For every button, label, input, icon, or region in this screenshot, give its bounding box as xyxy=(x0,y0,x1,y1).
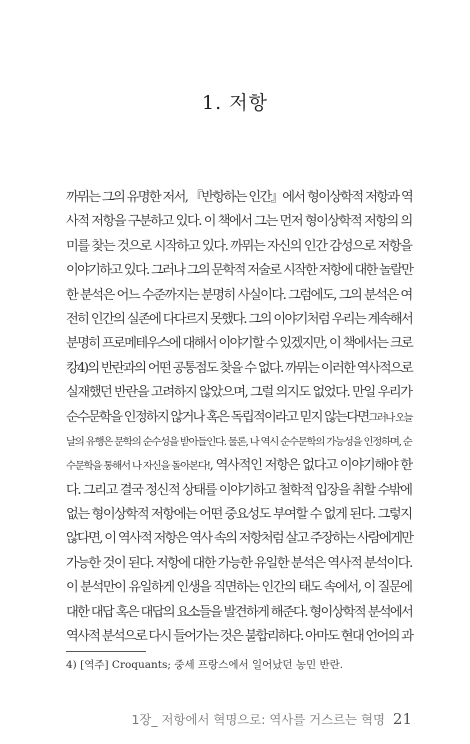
inline-aside-text: 수문학을 통해서 나 자신을 돌아본다! xyxy=(66,460,210,473)
line-text: , 역사적인 저항은 없다고 이야기해야 한 xyxy=(209,458,412,474)
footnote-rule xyxy=(66,651,146,652)
line-text: 이 분석만이 유일하게 인생을 직면하는 인간의 태도 속에서, 이 질문에 xyxy=(66,580,412,596)
text-line xyxy=(66,357,412,381)
text-line xyxy=(66,332,412,356)
text-line xyxy=(66,406,412,430)
line-text: 캉4)의 반란과의 어떤 공통점도 찾을 수 없다. 까뮈는 이러한 역사적으로 xyxy=(66,360,413,376)
line-text: 가능한 것이 된다. 저항에 대한 가능한 유일한 분석은 역사적 분석이다. xyxy=(66,555,412,571)
text-line xyxy=(66,552,412,576)
text-line xyxy=(66,625,412,649)
text-line xyxy=(66,210,412,234)
text-line xyxy=(66,479,412,503)
line-text: 대한 대답 혹은 대답의 요소들을 발견하게 해준다. 형이상학적 분석에서 xyxy=(66,604,413,620)
page-number: 21 xyxy=(392,710,412,728)
text-line xyxy=(66,186,412,210)
line-text: 사적 저항을 구분하고 있다. 이 책에서 그는 먼저 형이상학적 저항의 의 xyxy=(66,214,412,230)
text-line xyxy=(66,235,412,259)
text-line xyxy=(66,503,412,527)
line-text: 전히 인간의 실존에 다다르지 못했다. 그의 이야기처럼 우리는 계속해서 xyxy=(66,311,413,327)
body-paragraph xyxy=(66,186,412,649)
text-line xyxy=(66,576,412,600)
line-text: 분명히 프로메테우스에 대해서 이야기할 수 있겠지만, 이 책에서는 크로 xyxy=(66,336,413,352)
line-text: 까뮈는 그의 유명한 저서, 『반항하는 인간』에서 형이상학적 저항과 역 xyxy=(66,190,413,205)
text-line xyxy=(66,381,412,405)
inline-aside-text: 그러나 오늘 xyxy=(368,411,412,424)
line-text: 순수문학을 인정하지 않거나 혹은 독립적이라고 믿지 않는다면 xyxy=(66,409,369,425)
line-text: 없는 형이상학적 저항에는 어떤 중요성도 부여할 수 없게 된다. 그렇지 xyxy=(66,507,412,523)
footnote: 4) [역주] Croquants; 중세 프랑스에서 일어났던 농민 반란. xyxy=(66,659,344,671)
line-text: 다. 그리고 결국 정신적 상태를 이야기하고 철학적 입장을 취할 수밖에 xyxy=(66,482,412,498)
page-footer xyxy=(132,710,412,728)
line-text: 않다면, 이 역사적 저항은 역사 속의 저항처럼 살고 주장하는 사람에게만 xyxy=(66,531,413,547)
text-line xyxy=(66,601,412,625)
text-line xyxy=(66,308,412,332)
line-text: 이야기하고 있다. 그러나 그의 문학적 저술로 시작한 저항에 대한 놀랄만 xyxy=(66,263,413,279)
running-head: 1장_ 저항에서 혁명으로: 역사를 거스르는 혁명 xyxy=(131,712,385,727)
text-line xyxy=(66,284,412,308)
line-text: 한 분석은 어느 수준까지는 분명히 사실이다. 그럼에도, 그의 분석은 여 xyxy=(66,287,412,303)
text-line xyxy=(66,454,412,478)
line-text: 실재했던 반란을 고려하지 않았으며, 그럴 의지도 없었다. 만일 우리가 xyxy=(66,385,412,401)
inline-aside-text: 날의 유행은 문학의 순수성을 받아들인다. 물론, 나 역시 순수문학의 가능성을 인정하며, 순 xyxy=(66,435,412,448)
text-line xyxy=(66,430,412,454)
line-text: 역사적 분석으로 다시 들어가는 것은 불합리하다. 아마도 현대 언어의 과 xyxy=(66,629,413,645)
text-line xyxy=(66,527,412,551)
text-line xyxy=(66,259,412,283)
line-text: 미를 찾는 것으로 시작하고 있다. 까뮈는 자신의 인간 감성으로 저항을 xyxy=(66,238,412,254)
chapter-title: 1. 저항 xyxy=(202,92,268,114)
